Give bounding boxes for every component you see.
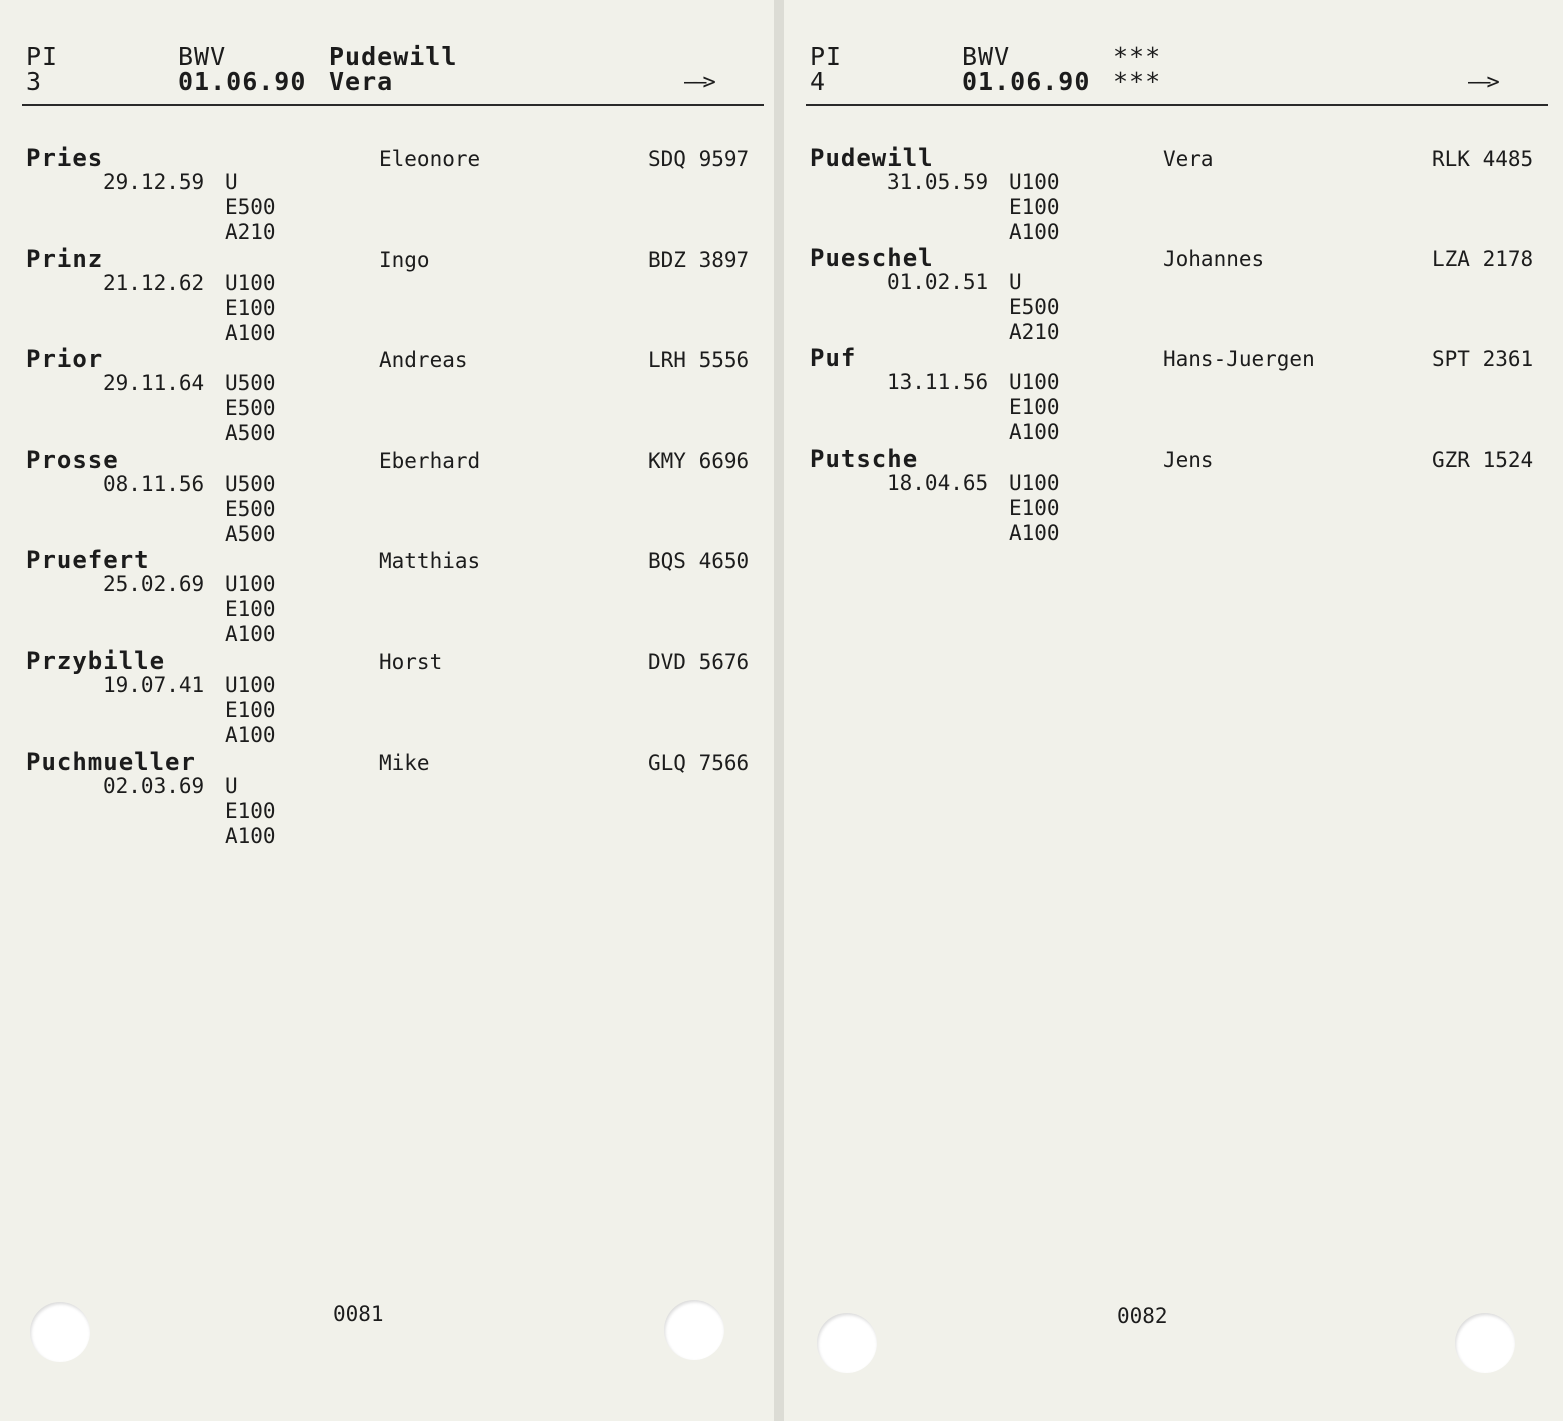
entry-id: SDQ 9597: [648, 147, 750, 171]
page-right: [784, 0, 1563, 1421]
entry-surname: Prosse: [26, 446, 119, 474]
header-bwv-label: BWV: [178, 42, 227, 71]
entry-firstname: Hans-Juergen: [1163, 347, 1315, 371]
entry-firstname: Johannes: [1163, 247, 1265, 271]
entry-code-e: E500: [225, 396, 276, 420]
header-firstname: Vera: [329, 67, 394, 96]
entry-dob: 02.03.69: [103, 774, 205, 798]
entry-id: LRH 5556: [648, 348, 750, 372]
page-left: [0, 0, 774, 1421]
punch-hole: [30, 1302, 90, 1362]
entry-code-a: A100: [1009, 521, 1060, 545]
entry-id: BQS 4650: [648, 549, 750, 573]
entry-code-e: E100: [225, 296, 276, 320]
list-item: [0, 245, 774, 346]
header-pi-label: PI: [810, 42, 843, 71]
entry-code-a: A100: [225, 824, 276, 848]
entry-id: SPT 2361: [1432, 347, 1534, 371]
entry-id: BDZ 3897: [648, 248, 750, 272]
list-item: [0, 647, 774, 748]
entry-code-e: E100: [1009, 496, 1060, 520]
entry-code-e: E500: [225, 497, 276, 521]
entry-firstname: Eberhard: [379, 449, 481, 473]
entry-code-a: A210: [225, 220, 276, 244]
entry-dob: 18.04.65: [887, 471, 989, 495]
entry-dob: 19.07.41: [103, 673, 205, 697]
page-number: 0082: [1117, 1304, 1168, 1328]
list-item: [0, 748, 774, 849]
entry-code-e: E500: [1009, 295, 1060, 319]
entry-surname: Przybille: [26, 647, 166, 675]
header-firstname: ***: [1113, 67, 1162, 96]
entry-code-u: U100: [225, 673, 276, 697]
next-arrow-icon: ——>: [1468, 70, 1496, 95]
entry-dob: 31.05.59: [887, 170, 989, 194]
entry-dob: 29.12.59: [103, 170, 205, 194]
list-item: [784, 244, 1563, 345]
page-number: 0081: [333, 1302, 384, 1326]
entry-code-a: A100: [225, 723, 276, 747]
entry-code-a: A500: [225, 522, 276, 546]
entry-id: DVD 5676: [648, 650, 750, 674]
list-item: [784, 445, 1563, 546]
entry-dob: 01.02.51: [887, 270, 989, 294]
header-bwv-label: BWV: [962, 42, 1011, 71]
entry-surname: Pruefert: [26, 546, 150, 574]
entry-code-u: U100: [1009, 370, 1060, 394]
entry-code-u: U100: [1009, 170, 1060, 194]
entry-firstname: Mike: [379, 751, 430, 775]
entry-id: GLQ 7566: [648, 751, 750, 775]
entry-code-u: U100: [225, 572, 276, 596]
entry-surname: Pueschel: [810, 244, 934, 272]
entry-surname: Prior: [26, 345, 104, 373]
entry-code-e: E100: [225, 799, 276, 823]
entry-code-e: E100: [225, 698, 276, 722]
punch-hole: [664, 1300, 724, 1360]
entry-surname: Prinz: [26, 245, 104, 273]
next-arrow-icon: ——>: [684, 70, 712, 95]
list-item: [0, 144, 774, 245]
list-item: [0, 345, 774, 446]
entry-code-u: U: [1009, 270, 1022, 294]
entry-id: RLK 4485: [1432, 147, 1534, 171]
entry-dob: 08.11.56: [103, 472, 205, 496]
entry-code-e: E500: [225, 195, 276, 219]
header-pi-number: 3: [26, 67, 43, 96]
header-name: Pudewill: [329, 42, 458, 71]
entry-surname: Pudewill: [810, 144, 934, 172]
entry-firstname: Vera: [1163, 147, 1214, 171]
entry-code-u: U100: [1009, 471, 1060, 495]
entry-firstname: Jens: [1163, 448, 1214, 472]
punch-hole: [1455, 1313, 1515, 1373]
entry-surname: Puf: [810, 344, 857, 372]
header-date: 01.06.90: [178, 67, 307, 96]
entry-dob: 13.11.56: [887, 370, 989, 394]
header-pi-label: PI: [26, 42, 59, 71]
entry-id: GZR 1524: [1432, 448, 1534, 472]
page-gutter: [774, 0, 784, 1421]
entry-dob: 25.02.69: [103, 572, 205, 596]
list-item: [784, 144, 1563, 245]
entry-dob: 21.12.62: [103, 271, 205, 295]
entry-code-a: A100: [1009, 420, 1060, 444]
entry-code-a: A210: [1009, 320, 1060, 344]
list-item: [0, 446, 774, 547]
header-pi-number: 4: [810, 67, 827, 96]
entry-code-e: E100: [225, 597, 276, 621]
entry-id: KMY 6696: [648, 449, 750, 473]
header-date: 01.06.90: [962, 67, 1091, 96]
entry-code-u: U500: [225, 371, 276, 395]
entry-code-u: U500: [225, 472, 276, 496]
entry-firstname: Ingo: [379, 248, 430, 272]
list-item: [0, 546, 774, 647]
entry-code-e: E100: [1009, 195, 1060, 219]
header-rule: [22, 104, 764, 106]
list-item: [784, 344, 1563, 445]
header-name: ***: [1113, 42, 1162, 71]
entry-code-a: A100: [225, 321, 276, 345]
entry-code-u: U: [225, 170, 238, 194]
entry-firstname: Horst: [379, 650, 443, 674]
entry-code-u: U: [225, 774, 238, 798]
entry-firstname: Eleonore: [379, 147, 481, 171]
entry-code-a: A100: [225, 622, 276, 646]
entry-firstname: Matthias: [379, 549, 481, 573]
entry-code-a: A100: [1009, 220, 1060, 244]
entry-surname: Puchmueller: [26, 748, 196, 776]
entry-surname: Pries: [26, 144, 104, 172]
entry-code-u: U100: [225, 271, 276, 295]
entry-firstname: Andreas: [379, 348, 468, 372]
header-rule: [806, 104, 1548, 106]
entry-code-e: E100: [1009, 395, 1060, 419]
entry-id: LZA 2178: [1432, 247, 1534, 271]
entry-surname: Putsche: [810, 445, 919, 473]
entry-code-a: A500: [225, 421, 276, 445]
entry-dob: 29.11.64: [103, 371, 205, 395]
punch-hole: [817, 1313, 877, 1373]
